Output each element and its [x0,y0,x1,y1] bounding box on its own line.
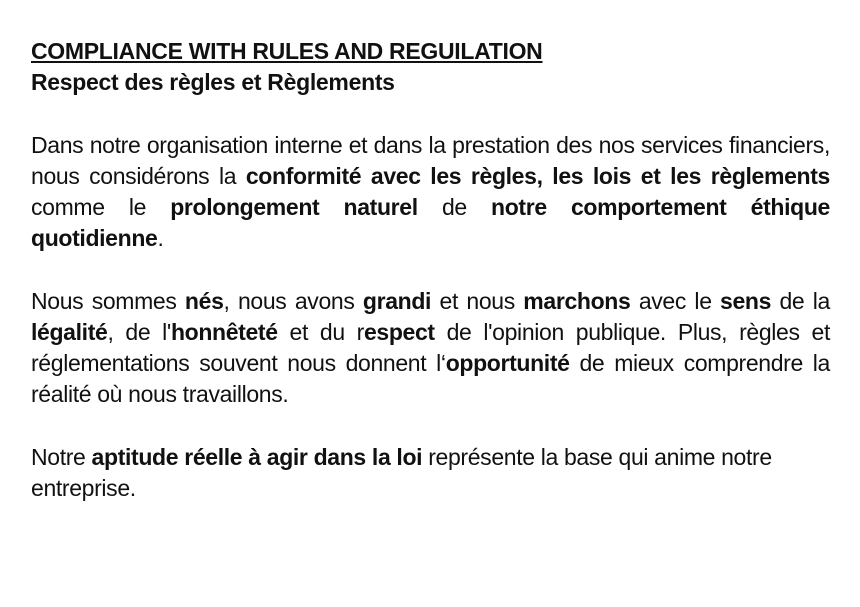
text-run: Notre [31,444,92,470]
text-run: , de l' [107,319,171,345]
emphasized-text: marchons [523,288,631,314]
paragraph-3 [31,442,830,504]
emphasized-text: conformité avec les règles, les lois et les règlements [245,163,830,189]
text-run: comme le [31,194,171,220]
text-run: Nous sommes [31,288,185,314]
document-page [31,36,830,504]
text-run: , nous avons [223,288,363,314]
text-run: de [417,194,492,220]
emphasized-text: espect [363,319,435,345]
text-run: de mieux comprendre la réalité où nous travaillons. [31,350,830,407]
text-run: de l'opinion publique. Plus, règles et réglementations souvent nous donnent l‘ [31,319,830,376]
emphasized-text: légalité [31,319,108,345]
text-run: Dans notre organisation interne et dans la prestation des nos services financiers, nous considérons la [31,132,830,189]
emphasized-text: sens [720,288,772,314]
emphasized-text: prolongement naturel [170,194,418,220]
text-run: . [157,225,164,251]
emphasized-text: honnêteté [170,319,278,345]
text-run: représente la base qui anime notre entreprise. [31,444,772,501]
text-run: de la [771,288,830,314]
emphasized-text: aptitude réelle à agir dans la loi [91,444,423,470]
document-title: COMPLIANCE WITH RULES AND REGUILATION [31,38,543,64]
text-run: avec le [630,288,721,314]
paragraph-2 [31,286,830,410]
emphasized-text: nés [184,288,224,314]
emphasized-text: grandi [362,288,432,314]
emphasized-text: opportunité [445,350,570,376]
text-run: et du r [277,319,364,345]
text-run: et nous [431,288,524,314]
paragraph-1 [31,130,830,254]
document-subtitle: Respect des règles et Règlements [31,69,395,95]
emphasized-text: notre comportement éthique quotidienne [31,194,830,251]
